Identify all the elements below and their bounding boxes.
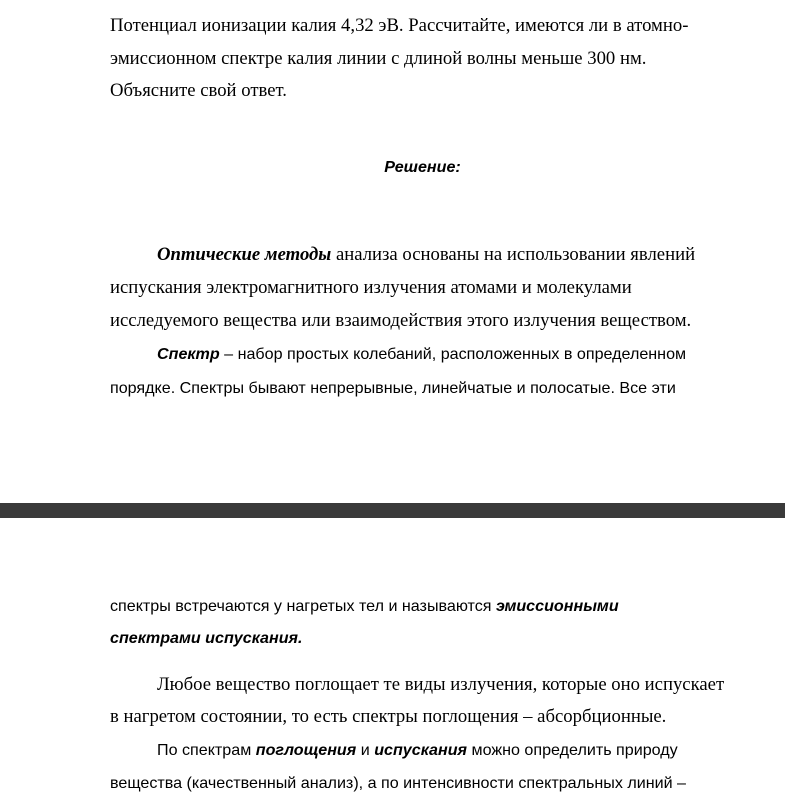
document-page-2 [0,518,785,799]
emission-text: спектры встречаются у нагретых тел и называются [110,597,496,615]
analysis-text-1: По спектрам [157,741,256,759]
optical-methods-line-3: исследуемого вещества или взаимодействия этого излучения веществом. [110,310,692,331]
absorption-term: поглощения [255,741,357,759]
optical-methods-line-2: испускания электромагнитного излучения атомами и молекулами [110,277,632,298]
solution-heading: Решение: [384,158,461,176]
emission-term-2: испускания [374,741,468,759]
problem-line-3: Объясните свой ответ. [110,80,287,101]
spectrum-line-2: порядке. Спектры бывают непрерывные, линейчатые и полосатые. Все эти [110,379,676,397]
problem-line-2: эмиссионном спектре калия линии с длиной волны меньше 300 нм. [110,48,647,69]
spectrum-term: Спектр [157,345,220,363]
absorb-line-2: в нагретом состоянии, то есть спектры поглощения – абсорбционные. [110,706,667,727]
absorb-line-1: Любое вещество поглощает те виды излучения, которые оно испускает [157,674,725,695]
optical-methods-term: Оптические методы [157,244,332,265]
emission-line-2: спектрами испускания. [110,629,303,647]
problem-line-1: Потенциал ионизации калия 4,32 эВ. Рассчитайте, имеются ли в атомно- [110,15,689,36]
spectrum-text: – набор простых колебаний, расположенных в определенном [219,345,687,363]
analysis-text-2: и [356,741,375,759]
page-separator [0,503,785,518]
optical-methods-line-1 [157,246,695,265]
emission-line-1 [110,598,619,614]
spectrum-line-1 [157,346,686,362]
analysis-line-2: вещества (качественный анализ), а по интенсивности спектральных линий – [110,774,687,792]
analysis-text-3: можно определить природу [467,741,678,759]
analysis-line-1 [157,742,678,758]
emission-term: эмиссионными [495,597,619,615]
optical-methods-text: анализа основаны на использовании явлений [331,244,696,265]
